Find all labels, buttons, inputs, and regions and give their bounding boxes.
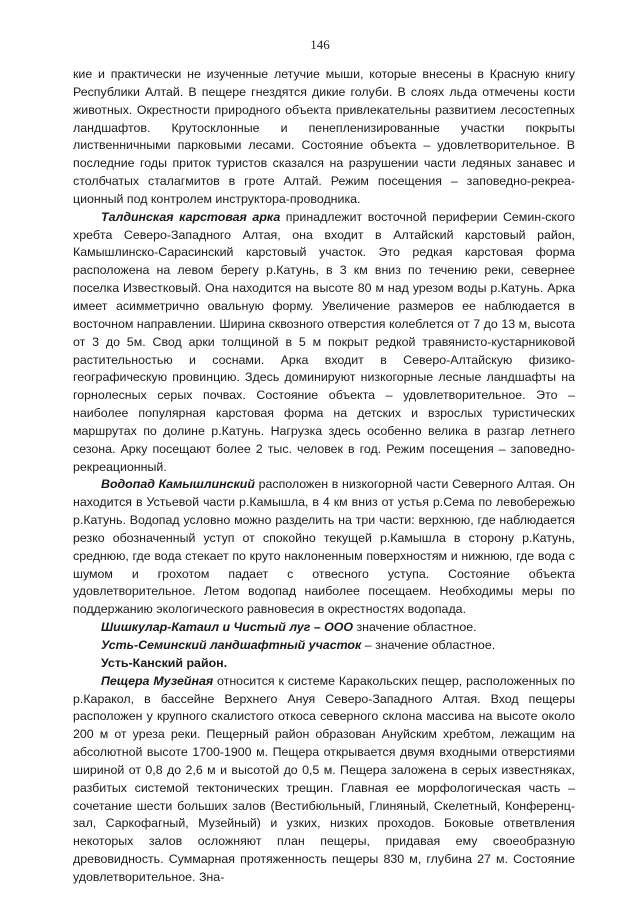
paragraph-body: относится к системе Каракольских пещер, расположенных по р.Каракол, в бассейне Верхнего Ануя Северо-Западного Алтая. Вход пещеры расположен у крупного скалистого откоса северного склона массива на высоте около 200 м от уреза реки. Пещерный район образован Ануйским хребтом, лежащим на абсолютной высоте 1700-1900 м. Пещера открывается двумя входными отверстиями шириной от 0,8 до 2,6 м и высотой до 0,5 м. Пещера заложена в серых известняках, разбитых системой тектонических трещин. Главная ее морфологическая часть – сочетание шести больших залов (Вестибюльный, Глиняный, Скелетный, Конференц-зал, Саркофагный, Музейный) и узких, низких проходов. Боковые ответвления некоторых залов осложняют план пещеры, придавая ему своеобразную древовидность. Суммарная протяженность пещеры 830 м, глубина 27 м. Состояние удовлетворительное. Зна- [73,673,575,884]
paragraph-body: расположен в низкогорной части Северного Алтая. Он находится в Устьевой части р.Камышла, в 4 км вниз от устья р.Сема по левобережью р.Катунь. Водопад условно можно разделить на три части: верхнюю, где наблюдается резко обозначенный уступ от спокойно текущей р.Камышла в сторону р.Катунь, среднюю, где вода стекает по круто наклоненным поверхностям и нижнюю, где вода с шумом и грохотом падает с отвесного уступа. Состояние объекта удовлетворительное. Летом водопад наиболее посещаем. Необходимы меры по поддержанию экологического равновесия в окрестностях водопада. [73,477,575,617]
object-title-kamyshlinsky-waterfall: Водопад Камышлинский [101,477,255,492]
paragraph-shishkular [73,619,575,637]
paragraph-body: – значение областное. [361,638,496,652]
body-text [73,66,575,887]
paragraph-taldinskaya-arch [73,209,575,477]
paragraph-body: принадлежит восточной периферии Семин-ского хребта Северо-Западного Алтая, она входит в Алтайский карстовый район, Камышлинско-Сарасинский карстовый участок. Это редкая карстовая форма расположена на левом берегу р.Катунь, в 3 км вниз по течению реки, севернее поселка Известковый. Она находится на высоте 80 м над урезом воды р.Катунь. Арка имеет асимметрично овальную форму. Увеличение размеров ее наблюдается в восточном направлении. Ширина сквозного отверстия колеблется от 7 до 13 м, высота от 3 до 5м. Свод арки толщиной в 5 м покрыт редкой травянисто-кустарниковой растительностью и соснами. Арка входит в Северо-Алтайскую физико-географическую провинцию. Здесь доминируют низкогорные лесные ландшафты на горнолесных серых почвах. Состояние объекта – удовлетворительное. Это – наиболее популярная карстовая форма на детских и взрослых туристических маршрутах по долине р.Катунь. Нагрузка здесь особенно велика в разгар летнего сезона. Арку посещают более 2 тыс. человек в год. Режим посещения – заповедно-рекреационный. [73,209,575,474]
paragraph-kamyshlinsky-waterfall [73,476,575,619]
object-title-ust-seminsky: Усть-Семинский ландшафтный участок [101,638,362,652]
page-number: 146 [310,37,330,52]
paragraph-ust-seminsky [73,637,575,655]
object-title-taldinskaya-arch: Талдинская карстовая арка [101,209,281,224]
object-title-shishkular: Шишкулар-Катаил и Чистый луг – ООО [101,620,354,635]
paragraph-body: значение областное. [353,620,477,635]
paragraph-muzeynaya-cave [73,673,575,887]
object-title-muzeynaya-cave: Пещера Музейная [101,673,214,688]
section-heading-ust-kansky: Усть-Канский район. [101,655,228,670]
paragraph-karst-cave-end: кие и практически не изученные летучие мыши, которые внесены в Красную книгу Республики Алтай. В пещере гнездятся дикие голуби. В слоях льда отмечены кости животных. Окрестности природного объекта привлекательны развитием лесостепных ландшафтов. Крутосклонные и пенепленизированные участки покрыты лиственничными парковыми лесами. Состояние объекта – удовлетворительное. В последние годы приток туристов сказался на разрушении части ледяных занавес и столбчатых сталагмитов в гроте Алтай. Режим посещения – заповедно-рекреа-ционный под контролем инструктора-проводника. [73,67,575,206]
